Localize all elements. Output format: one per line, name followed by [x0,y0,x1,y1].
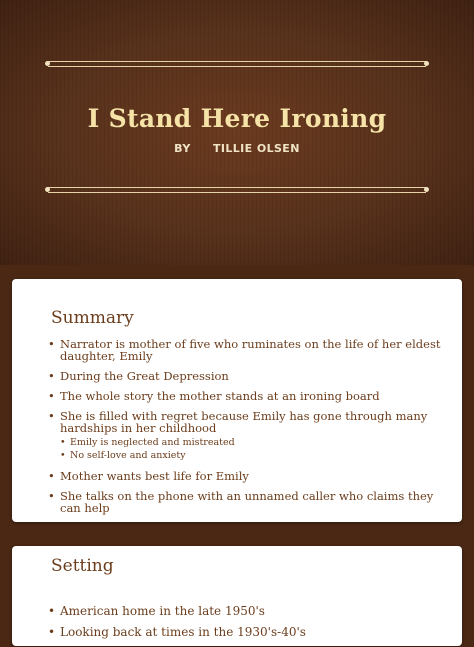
list-item-text: Mother wants best life for Emily [60,469,249,483]
top-divider [48,61,426,67]
author-name: TILLIE OLSEN [212,142,300,155]
summary-slide [12,279,462,522]
list-item [48,410,442,462]
presentation-title: I Stand Here Ironing [87,104,387,133]
sub-list-item: • Emily is neglected and mistreated [60,436,442,449]
list-item [48,470,442,482]
list-item [48,605,442,617]
setting-slide [12,546,462,646]
divider-dot [45,187,50,192]
setting-list [48,605,442,647]
list-item [48,626,442,638]
list-item [48,390,442,402]
list-item-text: Looking back at times in the 1930's-40's [60,625,306,639]
title-slide [0,0,474,265]
divider-dot [424,61,429,66]
summary-heading: Summary [51,308,134,328]
by-label: BY [174,142,191,155]
list-item [48,370,442,382]
divider-dot [424,187,429,192]
list-item-text: American home in the late 1950's [60,604,265,618]
list-item-text: The whole story the mother stands at an ironing board [60,389,380,403]
list-item [48,490,442,514]
list-item-text: During the Great Depression [60,369,229,383]
list-item-text: She talks on the phone with an unnamed caller who claims they can help [60,489,434,515]
sub-list-item: • No self-love and anxiety [60,449,442,462]
divider-dot [45,61,50,66]
list-item-text: She is filled with regret because Emily has gone through many hardships in her childhood [60,409,428,435]
byline [0,142,474,155]
list-item [48,338,442,362]
summary-list [48,338,442,522]
bottom-divider [48,187,426,193]
sub-list [60,436,442,462]
setting-heading: Setting [51,556,114,576]
list-item-text: Narrator is mother of five who ruminates on the life of her eldest daughter, Emily [60,337,441,363]
